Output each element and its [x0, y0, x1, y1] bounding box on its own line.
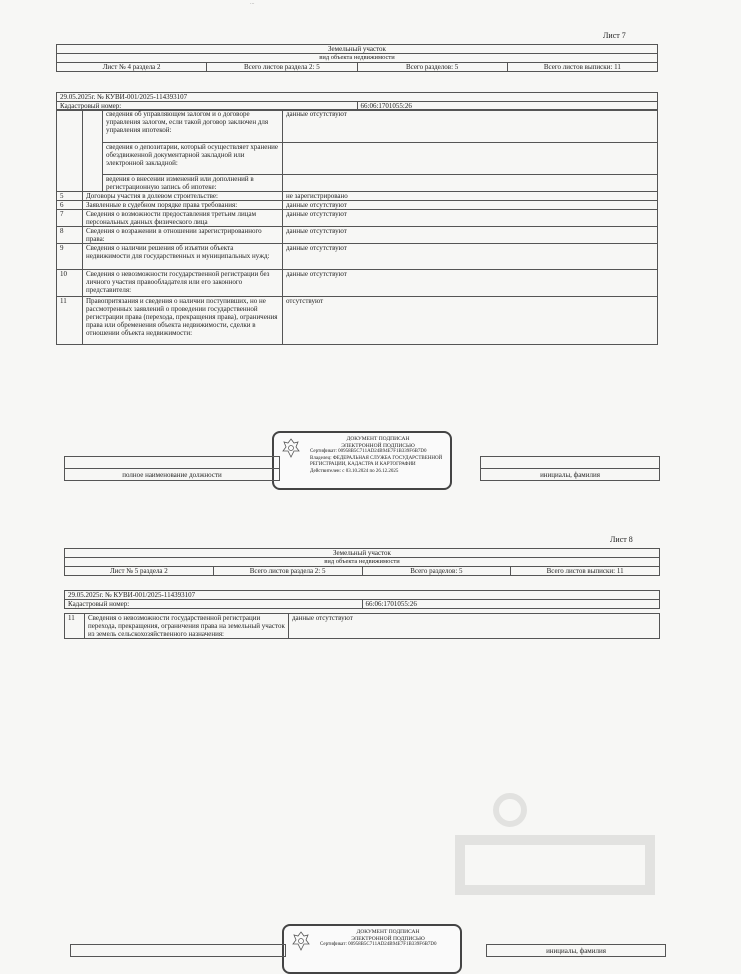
row-label: Сведения о невозможности государственной регистрации без личного участия правообладателя или его законного представителя: [83, 270, 283, 297]
signature-table [64, 456, 660, 481]
row-label: Правопритязания и сведения о наличии поступивших, но не рассмотренных заявлений о проведении государственной регистрации права (перехода, прекращения права), ограничения права или обременения объекта недвижимости, сделки в отношении объекта недвижимости: [83, 297, 283, 345]
row-value: данные отсутствуют [283, 210, 658, 227]
row-label: сведения о депозитарии, который осуществляет хранение обездвиженной документарной закладной или электронной закладной: [103, 143, 283, 175]
stamp-line-1: ДОКУМЕНТ ПОДПИСАН [356, 929, 420, 935]
stamp-owner: Владелец: ФЕДЕРАЛЬНАЯ СЛУЖБА ГОСУДАРСТВЕННОЙ [310, 455, 443, 461]
row-value: отсутствуют [283, 297, 658, 345]
position-label: полное наименование должности [65, 469, 280, 481]
stamp-line-2: ЭЛЕКТРОННОЙ ПОДПИСЬЮ [341, 442, 415, 449]
cadastral-label: Кадастровый номер: [57, 102, 358, 111]
row-value [283, 175, 658, 192]
stamp-validity: Действителен: с 03.10.2024 по 26.12.2025 [310, 468, 399, 474]
row-value: не зарегистрировано [283, 192, 658, 201]
row-num: 11 [65, 614, 85, 639]
page8-rows-table [64, 613, 660, 639]
name-label: инициалы, фамилия [481, 469, 660, 481]
row-value: данные отсутствуют [283, 201, 658, 210]
row-num: 10 [57, 270, 83, 297]
signature-table-2 [70, 944, 666, 957]
row-num [57, 110, 83, 192]
row-label: Заявленные в судебном порядке права требования: [83, 201, 283, 210]
row-num: 5 [57, 192, 83, 201]
info-sections: Всего разделов: 5 [357, 63, 507, 72]
info-section-sheets: Всего листов раздела 2: 5 [213, 567, 362, 576]
row-sub-indent [83, 110, 103, 192]
row-value: данные отсутствуют [289, 614, 660, 639]
row-value: данные отсутствуют [283, 110, 658, 143]
page7-header-table [56, 44, 658, 72]
row-label: Сведения о наличии решения об изъятии объекта недвижимости для государственных и муниципальных нужд: [83, 244, 283, 270]
row-num: 7 [57, 210, 83, 227]
row-label: Сведения о возражении в отношении зарегистрированного права: [83, 227, 283, 244]
cadastral-label: Кадастровый номер: [65, 600, 363, 609]
stamp-owner-cont: РЕГИСТРАЦИИ, КАДАСТРА И КАРТОГРАФИИ [310, 462, 416, 468]
row-value: данные отсутствуют [283, 227, 658, 244]
info-sheet: Лист № 4 раздела 2 [57, 63, 207, 72]
row-num: 8 [57, 227, 83, 244]
stamp-line-1: ДОКУМЕНТ ПОДПИСАН [346, 436, 410, 442]
row-label: Сведения о возможности предоставления третьим лицам персональных данных физического лица [83, 210, 283, 227]
info-section-sheets: Всего листов раздела 2: 5 [207, 63, 357, 72]
watermark-logo-icon [440, 790, 660, 900]
sheet-number-7: Лист 7 [603, 31, 626, 40]
row-value [283, 143, 658, 175]
page8-extract-table [64, 590, 660, 609]
object-subtitle: вид объекта недвижимости [57, 54, 658, 63]
row-value: данные отсутствуют [283, 270, 658, 297]
object-title: Земельный участок [57, 45, 658, 54]
row-label: Договоры участия в долевом строительстве: [83, 192, 283, 201]
info-sheet: Лист № 5 раздела 2 [65, 567, 214, 576]
cadastral-value: 66:06:1701055:26 [362, 600, 660, 609]
row-num: 11 [57, 297, 83, 345]
name-label: инициалы, фамилия [487, 945, 666, 957]
stamp-certificate: Сертификат: 00958B5C711AD24B94E7F1B339F6B7D0 [320, 942, 437, 948]
row-label: сведения об управляющем залогом и о договоре управления залогом, если такой договор заключен для управления ипотекой: [103, 110, 283, 143]
cadastral-value: 66:06:1701055:26 [357, 102, 658, 111]
extract-number: 29.05.2025г. № КУВИ-001/2025-114393107 [57, 93, 658, 102]
row-value: данные отсутствуют [283, 244, 658, 270]
page7-rows-table [56, 109, 658, 345]
extract-number: 29.05.2025г. № КУВИ-001/2025-114393107 [65, 591, 660, 600]
info-total-sheets: Всего листов выписки: 11 [507, 63, 657, 72]
row-label: ведения о внесении изменений или дополнений в регистрационную запись об ипотеке: [103, 175, 283, 192]
object-subtitle: вид объекта недвижимости [65, 558, 660, 567]
info-total-sheets: Всего листов выписки: 11 [511, 567, 660, 576]
page8-header-table [64, 548, 660, 576]
info-sections: Всего разделов: 5 [362, 567, 511, 576]
top-noise: ... [250, 0, 255, 6]
row-num: 9 [57, 244, 83, 270]
row-num: 6 [57, 201, 83, 210]
stamp-certificate: Сертификат: 00958B5C711AD24B94E7F1B339F6B7D0 [310, 449, 427, 455]
stamp-line-2: ЭЛЕКТРОННОЙ ПОДПИСЬЮ [351, 935, 425, 942]
object-title: Земельный участок [65, 549, 660, 558]
sheet-number-8: Лист 8 [610, 535, 633, 544]
row-label: Сведения о невозможности государственной регистрации перехода, прекращения, ограничения права на земельный участок из земель сельскохозяйственного назначения: [85, 614, 289, 639]
